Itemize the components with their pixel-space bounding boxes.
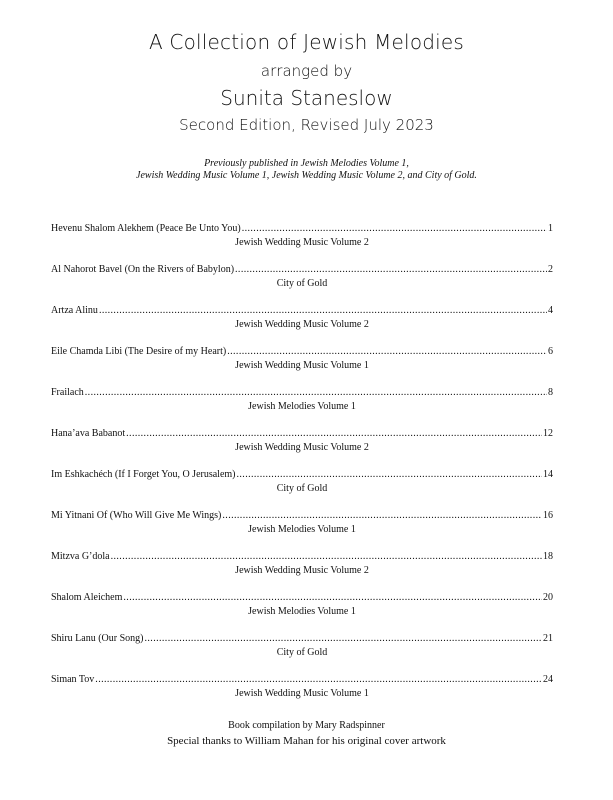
toc-entry-page-number: 2	[548, 264, 553, 275]
toc-entry-line	[51, 550, 553, 563]
toc-entry-title: Im Eshkachéch (If I Forget You, O Jerusalem)	[51, 469, 236, 480]
toc-entry-source: City of Gold	[276, 483, 328, 494]
toc-entry[interactable]	[51, 509, 553, 550]
arranged-by-label: arranged by	[260, 62, 353, 80]
toc-entry-page-number: 6	[548, 346, 553, 357]
toc-entry-source: City of Gold	[276, 647, 328, 658]
toc-entry-line	[51, 509, 553, 522]
compilation-credit: Book compilation by Mary Radspinner	[228, 720, 385, 731]
author-name: Sunita Staneslow	[220, 86, 393, 110]
toc-entry[interactable]	[51, 550, 553, 591]
toc-entry-page-number: 14	[543, 469, 553, 480]
toc-entry-page-number: 21	[543, 633, 553, 644]
toc-entry-page-number: 20	[543, 592, 553, 603]
toc-entry[interactable]	[51, 263, 553, 304]
toc-entry-title: Siman Tov	[51, 674, 95, 685]
toc-entry[interactable]	[51, 345, 553, 386]
toc-entry-source: Jewish Wedding Music Volume 2	[235, 237, 369, 248]
toc-entry-title: Mi Yitnani Of (Who Will Give Me Wings)	[51, 510, 222, 521]
toc-entry-source: Jewish Wedding Music Volume 2	[235, 319, 369, 330]
edition-label: Second Edition, Revised July 2023	[179, 116, 434, 134]
toc-entry-source: Jewish Melodies Volume 1	[248, 524, 356, 535]
toc-entry[interactable]	[51, 632, 553, 673]
toc-entry-line	[51, 386, 553, 399]
toc-entry-title: Eile Chamda Libi (The Desire of my Heart)	[51, 346, 227, 357]
publication-note-line-1: Previously published in Jewish Melodies Volume 1,	[204, 158, 409, 169]
toc-entry[interactable]	[51, 427, 553, 468]
table-of-contents	[51, 222, 553, 714]
toc-entry-page-number: 18	[543, 551, 553, 562]
toc-dot-leader	[235, 263, 547, 276]
toc-dot-leader	[145, 632, 543, 645]
toc-entry-line	[51, 263, 553, 276]
toc-dot-leader	[95, 673, 542, 686]
collection-title: A Collection of Jewish Melodies	[148, 30, 465, 54]
toc-entry-source: City of Gold	[276, 278, 328, 289]
toc-entry-source: Jewish Wedding Music Volume 1	[235, 688, 369, 699]
toc-entry-title: Shiru Lanu (Our Song)	[51, 633, 144, 644]
toc-dot-leader	[111, 550, 542, 563]
toc-entry-source: Jewish Wedding Music Volume 2	[235, 442, 369, 453]
toc-entry-source: Jewish Wedding Music Volume 1	[235, 360, 369, 371]
toc-entry-line	[51, 468, 553, 481]
toc-entry-title: Mitzva G’dola	[51, 551, 110, 562]
toc-entry-page-number: 1	[548, 223, 553, 234]
toc-entry-line	[51, 345, 553, 358]
toc-dot-leader	[126, 427, 542, 440]
toc-entry-title: Frailach	[51, 387, 84, 398]
toc-entry-title: Hana’ava Babanot	[51, 428, 126, 439]
toc-dot-leader	[237, 468, 543, 481]
toc-entry-page-number: 16	[543, 510, 553, 521]
toc-entry-line	[51, 427, 553, 440]
toc-entry-page-number: 4	[548, 305, 553, 316]
toc-entry[interactable]	[51, 304, 553, 345]
toc-entry[interactable]	[51, 386, 553, 427]
toc-entry[interactable]	[51, 591, 553, 632]
toc-entry-source: Jewish Melodies Volume 1	[248, 606, 356, 617]
toc-dot-leader	[99, 304, 547, 317]
toc-entry-source: Jewish Wedding Music Volume 2	[235, 565, 369, 576]
toc-dot-leader	[222, 509, 542, 522]
toc-entry-source: Jewish Melodies Volume 1	[248, 401, 356, 412]
publication-note-line-2: Jewish Wedding Music Volume 1, Jewish Wedding Music Volume 2, and City of Gold.	[136, 170, 477, 181]
toc-entry[interactable]	[51, 222, 553, 263]
toc-entry-title: Artza Alinu	[51, 305, 98, 316]
toc-entry-line	[51, 222, 553, 235]
toc-entry-line	[51, 632, 553, 645]
toc-entry-line	[51, 591, 553, 604]
toc-entry-title: Hevenu Shalom Alekhem (Peace Be Unto You)	[51, 223, 241, 234]
toc-entry-line	[51, 673, 553, 686]
toc-entry-title: Shalom Aleichem	[51, 592, 123, 603]
toc-entry-page-number: 24	[543, 674, 553, 685]
toc-entry[interactable]	[51, 468, 553, 509]
artwork-credit: Special thanks to William Mahan for his original cover artwork	[167, 735, 446, 747]
toc-entry-title: Al Nahorot Bavel (On the Rivers of Babylon)	[51, 264, 235, 275]
toc-dot-leader	[227, 345, 547, 358]
toc-entry[interactable]	[51, 673, 553, 714]
toc-entry-page-number: 12	[543, 428, 553, 439]
toc-entry-page-number: 8	[548, 387, 553, 398]
toc-dot-leader	[85, 386, 547, 399]
toc-dot-leader	[242, 222, 547, 235]
toc-dot-leader	[123, 591, 542, 604]
toc-entry-line	[51, 304, 553, 317]
